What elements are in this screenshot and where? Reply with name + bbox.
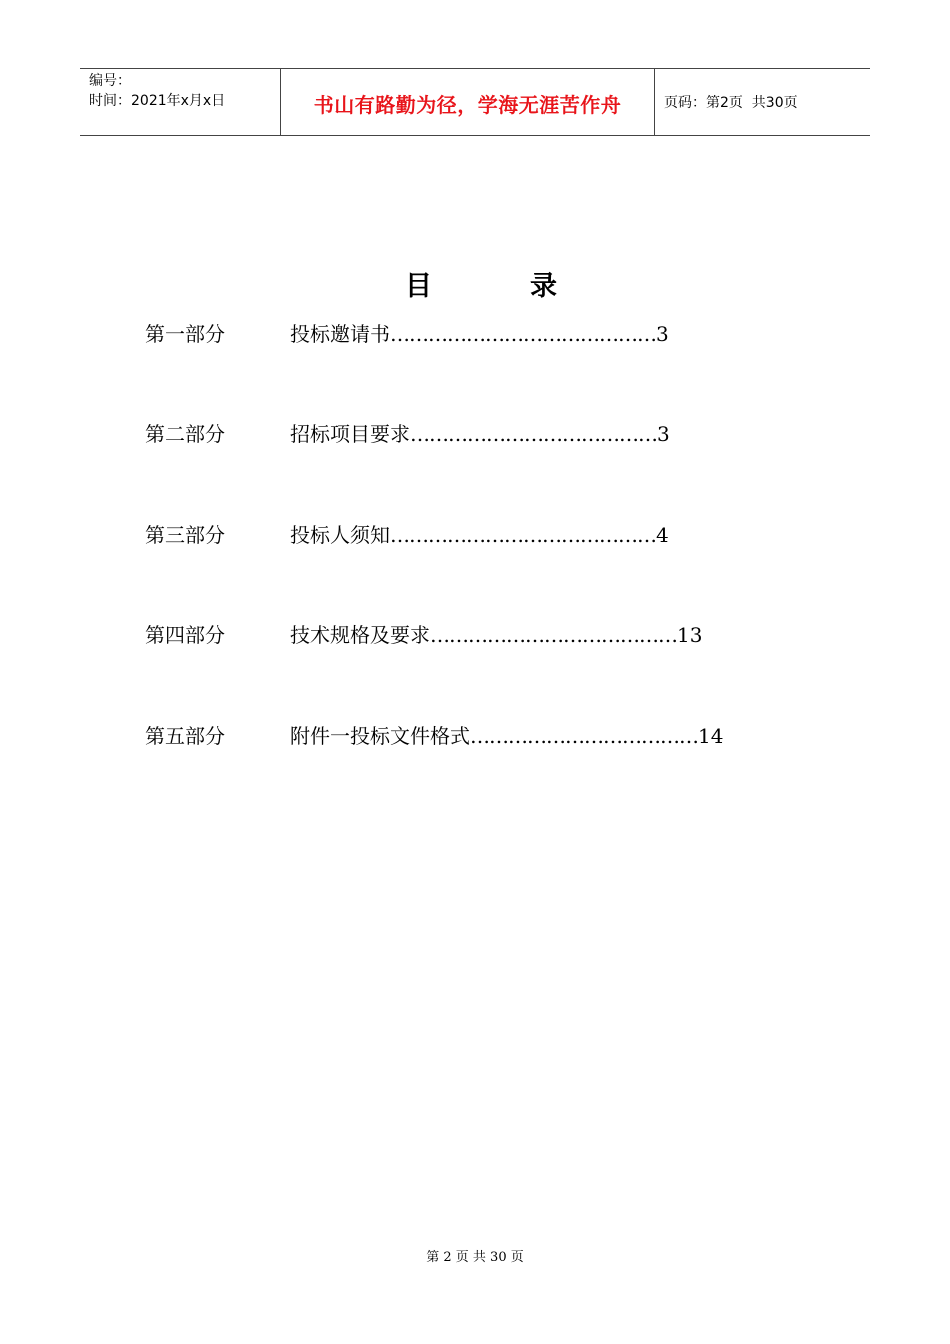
toc-entry-1[interactable] [145, 320, 765, 348]
toc-title-right: 录 [530, 271, 559, 302]
toc-entry-4[interactable] [145, 621, 765, 649]
toc-entry-part: 第四部分 [145, 623, 225, 647]
toc-entry-page: 3 [657, 422, 670, 446]
toc-entry-part: 第一部分 [145, 322, 225, 346]
page-footer [0, 1246, 950, 1265]
toc-entry-title: 招标项目要求…………………………………3 [290, 422, 670, 446]
header-motto-cell [281, 69, 655, 135]
toc-entry-part: 第五部分 [145, 724, 225, 748]
toc-entry-page: 4 [656, 523, 669, 547]
header-meta-cell [80, 69, 281, 135]
footer-page-number: 第 2 页 共 30 页 [426, 1250, 524, 1265]
toc-entry-part: 第二部分 [145, 422, 225, 446]
header-page-info: 页码：第2页 共30页 [664, 95, 798, 111]
document-number-label: 编号： [89, 73, 131, 89]
toc-entry-title: 投标人须知……………………………………4 [290, 523, 669, 547]
toc-entry-page: 13 [677, 623, 703, 647]
toc-entry-page: 14 [698, 724, 724, 748]
toc-entry-2[interactable] [145, 420, 765, 448]
toc-entry-5[interactable] [145, 722, 765, 750]
toc-entry-title: 技术规格及要求…………………………………13 [290, 623, 703, 647]
toc-entry-title: 附件一投标文件格式………………………………14 [290, 724, 724, 748]
toc-entry-page: 3 [656, 322, 669, 346]
document-time-label: 时间：2021年x月x日 [89, 93, 226, 109]
page-header [80, 68, 870, 136]
header-motto: 书山有路勤为径，学海无涯苦作舟 [313, 92, 622, 117]
toc-entry-3[interactable] [145, 521, 765, 549]
toc-entry-title: 投标邀请书……………………………………3 [290, 322, 669, 346]
header-page-cell [655, 69, 870, 135]
toc-entry-part: 第三部分 [145, 523, 225, 547]
toc-title-left: 目 [405, 271, 434, 302]
